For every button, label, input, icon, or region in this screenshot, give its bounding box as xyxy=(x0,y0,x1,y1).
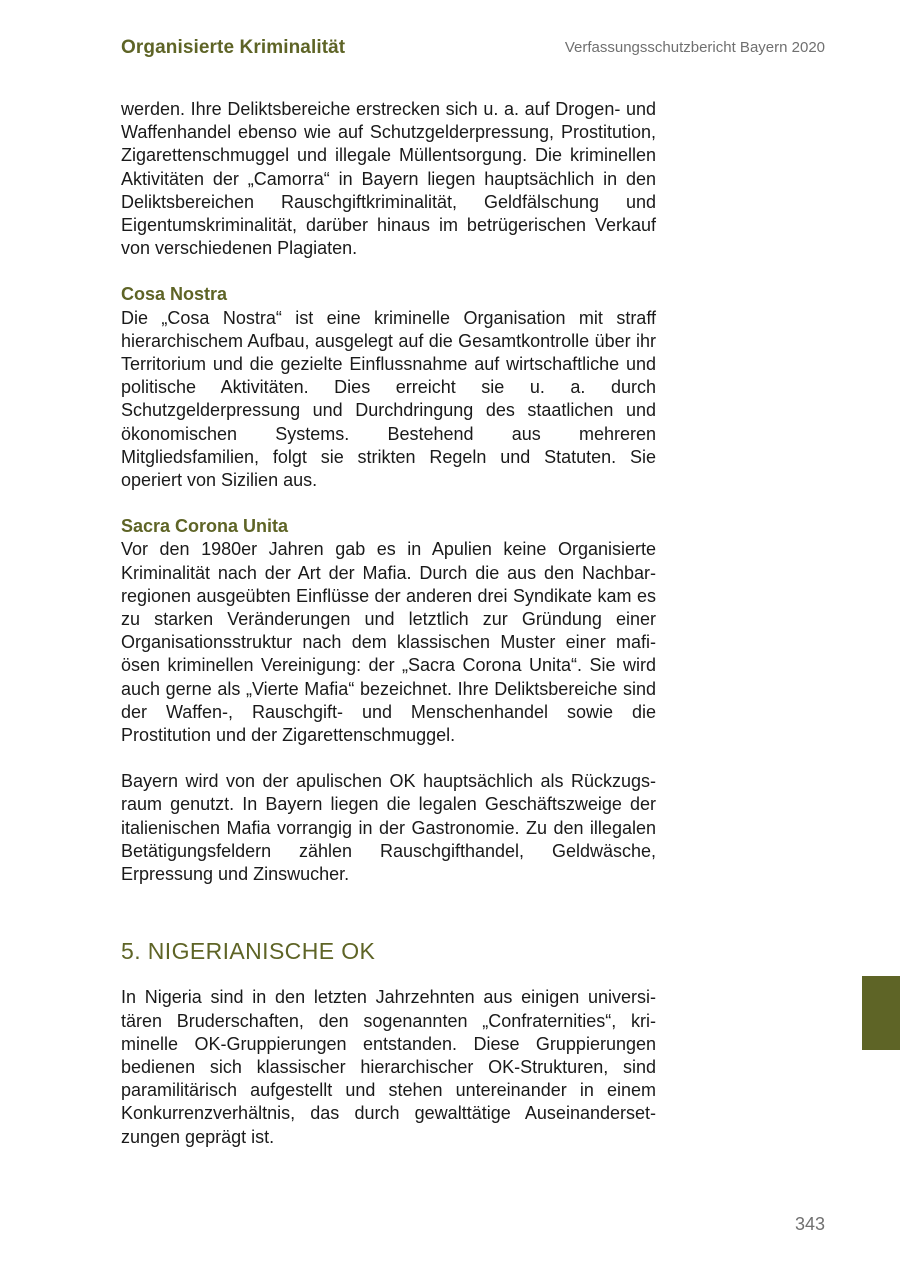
paragraph-cosa-nostra: Die „Cosa Nostra“ ist eine kriminelle Organisation mit straff hierarchischem Aufbau, ausgelegt auf die Gesamtkontrolle über ihr Territorium und die gezielte Einflussnahme auf wirtschaftliche und politische Aktivitäten. Dies erreicht sie u. a. durch Schutzgelderpressung und Durchdringung des staatlichen und ökonomischen Systems. Bestehend aus mehreren Mitgliedsfamilien, folgt sie strikten Regeln und Statuten. Sie operiert von Sizilien aus. xyxy=(121,307,656,491)
running-header-publication: Verfassungsschutzbericht Bayern 2020 xyxy=(564,39,825,56)
paragraph-nigerianische-ok: In Nigeria sind in den letzten Jahrzehnten aus einigen universitären Bruderschaften, den sogenannten „Confraternities“, kriminelle OK-Gruppierungen entstanden. Diese Gruppierungen bedienen sich klassischer hierarchischer OK-Strukturen, sind paramilitärisch aufgestellt und stehen untereinander in einem Konkurrenzverhältnis, das durch gewalttätige Auseinandersetzungen geprägt ist. xyxy=(121,987,656,1147)
section-heading-nigerianische-ok: 5. NIGERIANISCHE OK xyxy=(121,938,376,965)
paragraph-spacer xyxy=(121,747,656,770)
paragraph-spacer xyxy=(121,492,656,515)
subheading-cosa-nostra: Cosa Nostra xyxy=(121,284,228,305)
running-header-chapter-title: Organisierte Kriminalität xyxy=(121,37,346,58)
subheading-sacra-corona-unita: Sacra Corona Unita xyxy=(121,516,289,537)
intro-paragraph: werden. Ihre Deliktsbereiche erstrecken sich u. a. auf Drogen- und Waffenhandel ebenso wie auf Schutzgelderpressung, Prostitution, Zigarettenschmuggel und illegale Müllentsorgung. Die kriminellen Aktivitäten der „Camorra“ in Bayern liegen hauptsächlich in den Deliktsbereichen Rauschgiftkriminalität, Geldfälschung und Eigentumskriminalität, darüber hinaus im betrügerischen Verkauf von verschiedenen Plagiaten. xyxy=(121,99,656,259)
paragraph-sacra-corona-unita: Vor den 1980er Jahren gab es in Apulien keine Organisierte Kriminalität nach der Art der Mafia. Durch die aus den Nachbarregionen ausgeübten Einflüsse der anderen drei Syndikate kam es zu starken Veränderungen und letztlich zur Gründung einer Organisationsstruktur nach dem klassischen Muster einer mafiösen kriminellen Vereinigung: der „Sacra Corona Unita“. Sie wird auch gerne als „Vierte Mafia“ bezeichnet. Ihre Deliktsbereiche sind der Waffen-, Rauschgift- und Menschenhandel sowie die Prostitution und der Zigarettenschmuggel. xyxy=(121,539,656,746)
paragraph-bayern-apulische-ok: Bayern wird von der apulischen OK hauptsächlich als Rückzugsraum genutzt. In Bayern liegen die legalen Geschäftszweige der italienischen Mafia vorrangig in der Gastronomie. Zu den illegalen Betätigungsfeldern zählen Rauschgifthandel, Geldwäsche, Erpressung und Zinswucher. xyxy=(121,771,656,885)
page-number: 343 xyxy=(794,1214,825,1234)
main-text-column xyxy=(121,98,656,1149)
paragraph-spacer xyxy=(121,260,656,283)
section-spacer xyxy=(121,965,656,986)
chapter-tab-marker xyxy=(862,976,900,1050)
section-spacer xyxy=(121,886,656,937)
